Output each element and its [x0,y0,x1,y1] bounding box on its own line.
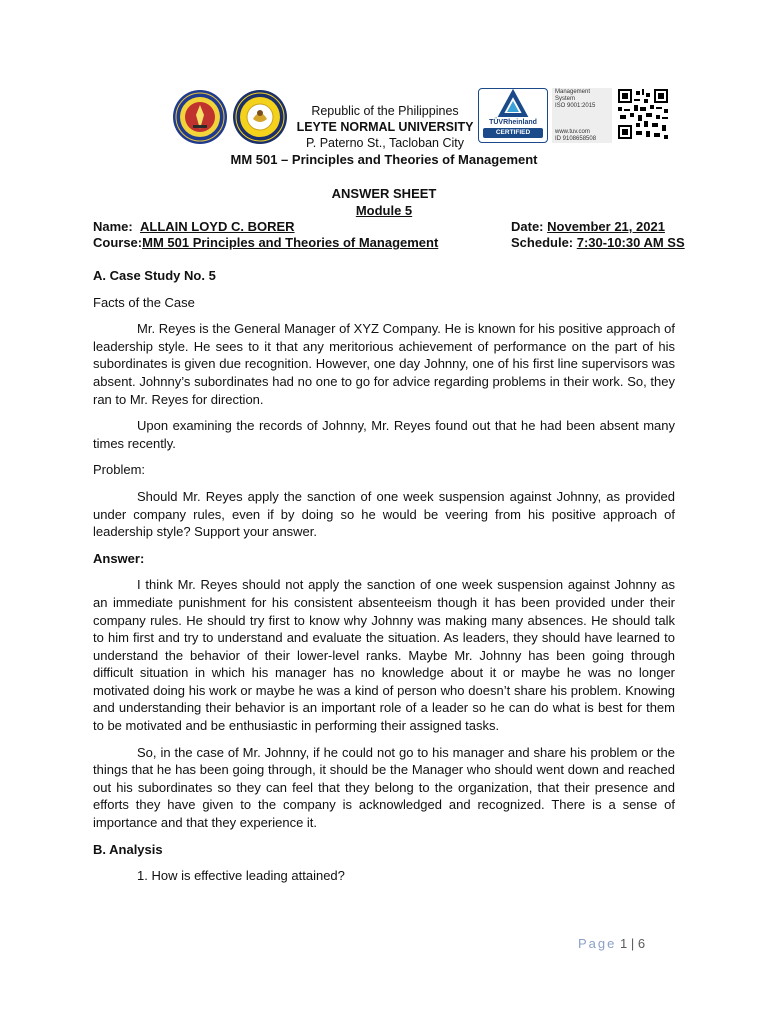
name-label: Name: [93,219,133,234]
course-title: MM 501 – Principles and Theories of Management [230,152,538,167]
paragraph: So, in the case of Mr. Johnny, if he could not go to his manager and share his problem or the things that he has been going through, it should be the Manager who should went down and reached out his subordinates so they can feel that they belong to the organization, that their presence and efforts they have given to the company is acknowledged and recognized. There is a sense of importance and that they experience it. [93,744,675,831]
course-value: MM 501 Principles and Theories of Management [142,235,439,250]
course-label: Course: [93,235,143,250]
paragraph: I think Mr. Reyes should not apply the sanction of one week suspension against Johnny as an immediate punishment for his consistent absenteeism though it has been provided under their company rules. He should try first to know why Johnny was making many absences. He should talk to him first and try to understand and evaluate the situation. As leaders, they should have learned to understand the behavior of their lower-level ranks. Maybe Mr. Johnny has been going through difficult situation in which his manager has no knowledge about it or maybe he was no longer motivated doing his work or maybe he was a kind of person who doesn’t share his problem. Knowing and understanding their behavior is an important role of a leader so he can do what is best for them to be motivated and be enthusiastic in performing their assigned tasks. [93,577,675,734]
document-body [93,267,675,885]
date-label: Date: [511,219,544,234]
section-heading: A. Case Study No. 5 [93,268,216,283]
module-label: Module 5 [355,203,413,218]
tuv-logo [478,88,548,143]
graduate-school-seal-logo [232,89,288,145]
cert-line: ID 9108658508 [555,136,597,142]
subheading: Problem: [93,462,146,478]
name-value: ALLAIN LOYD C. BORER [139,219,295,234]
name-field [93,219,295,234]
tuv-certified-badge: CERTIFIED [483,128,543,138]
page-separator: | [630,936,635,951]
page-current: 1 [620,936,628,951]
certification-details [552,88,612,143]
iso-certification-block [478,88,670,143]
answer-sheet-title: ANSWER SHEET [331,186,437,201]
university-header [290,103,480,151]
paragraph: Should Mr. Reyes apply the sanction of one week suspension against Johnny, as provided under company rules, even if by doing so he would be veering from his positive approach of leadership style? Support your answer. [93,488,675,540]
university-name: LEYTE NORMAL UNIVERSITY [296,120,474,134]
cert-line: Management [555,89,591,95]
paragraph: Mr. Reyes is the General Manager of XYZ Company. He is known for his positive approach of leadership style. He sees to it that any meritorious achievement of performance on the part of his subordinates is given due recognition. However, one day Johnny, one of his first line supervisors was absent. Johnny’s subordinates had no one to go for advice regarding problems in their work. So, they ran to Mr. Reyes for direction. [93,321,675,407]
subheading: Answer: [93,550,145,566]
date-field [511,219,665,234]
page-number [578,936,645,951]
schedule-label: Schedule: [511,235,574,250]
page-label: Page [578,936,617,951]
page-total: 6 [637,936,646,951]
date-value: November 21, 2021 [547,219,665,234]
university-address: P. Paterno St., Tacloban City [306,136,464,150]
qr-code-icon [618,89,668,139]
university-seal-logo [172,89,228,145]
paragraph: Upon examining the records of Johnny, Mr. Reyes found out that he had been absent many times recently. [93,418,675,451]
tuv-brand: TÜVRheinland [489,119,537,126]
section-heading: B. Analysis [93,841,163,857]
question: 1. How is effective leading attained? [137,868,345,884]
schedule-value: 7:30-10:30 AM SS [576,235,685,250]
cert-line: System [555,96,576,102]
course-field [93,235,438,250]
cert-line: ISO 9001:2015 [555,103,596,109]
schedule-field [511,235,685,250]
republic-line: Republic of the Philippines [311,104,459,118]
subheading: Facts of the Case [93,294,195,310]
cert-line: www.tuv.com [555,129,590,135]
